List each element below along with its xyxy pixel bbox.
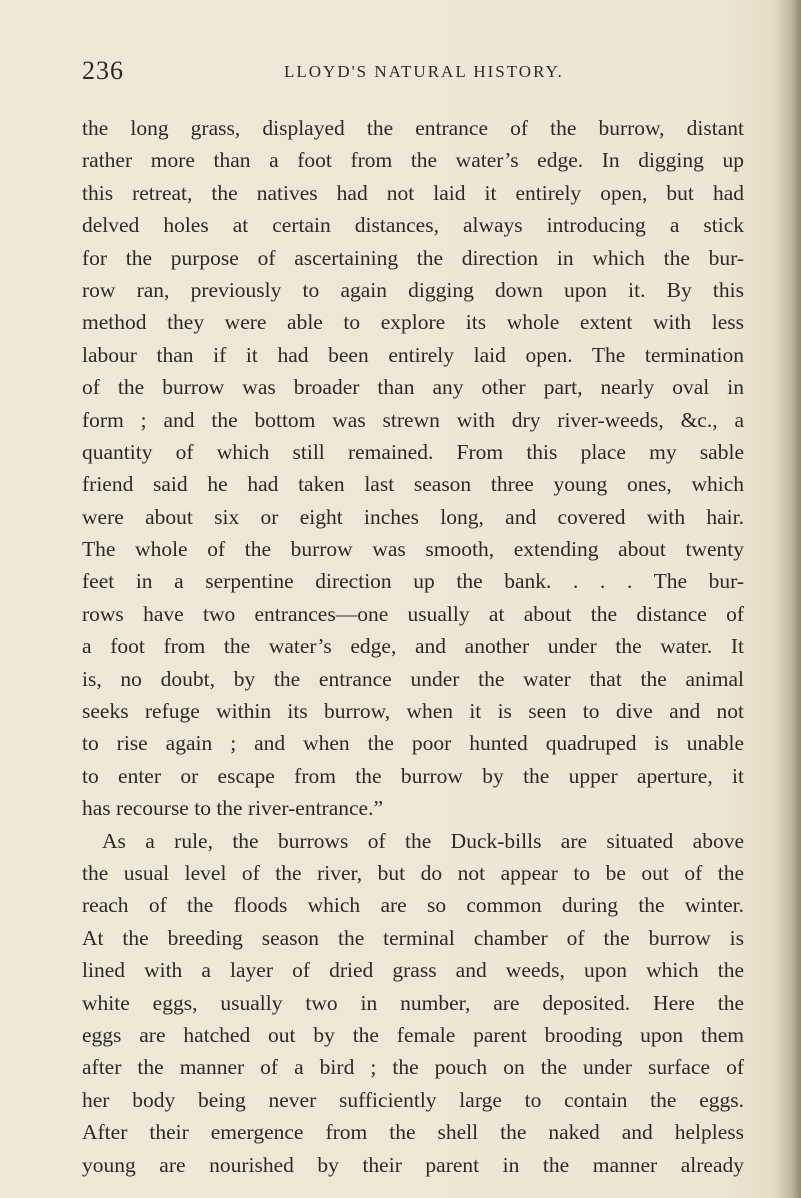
text-line: rather more than a foot from the water’s edge. In digging up — [82, 148, 744, 173]
text-line: for the purpose of ascertaining the direction in which the bur- — [82, 245, 744, 270]
text-line: As a rule, the burrows of the Duck-bills are situated above — [102, 828, 744, 853]
text-line: rows have two entrances—one usually at about the distance of — [82, 601, 744, 626]
text-line: to rise again ; and when the poor hunted quadruped is unable — [82, 731, 744, 756]
running-title: LLOYD'S NATURAL HISTORY. — [284, 62, 564, 81]
text-line: The whole of the burrow was smooth, extending about twenty — [82, 537, 744, 562]
text-line: is, no doubt, by the entrance under the water that the animal — [82, 666, 744, 691]
text-line: seeks refuge within its burrow, when it is seen to dive and not — [82, 699, 744, 724]
text-line: form ; and the bottom was strewn with dry river-weeds, &c., a — [82, 407, 744, 432]
text-line: method they were able to explore its whole extent with less — [82, 310, 744, 335]
text-line: of the burrow was broader than any other part, nearly oval in — [82, 375, 744, 400]
text-line: this retreat, the natives had not laid it entirely open, but had — [82, 180, 744, 205]
text-line: feet in a serpentine direction up the bank. . . . The bur- — [82, 569, 744, 594]
page-edge-shadow — [775, 0, 801, 1198]
page-header — [0, 56, 801, 86]
body-text — [82, 112, 744, 1181]
text-line: At the breeding season the terminal chamber of the burrow is — [82, 925, 744, 950]
text-line: eggs are hatched out by the female parent brooding upon them — [82, 1022, 744, 1047]
text-line: reach of the floods which are so common during the winter. — [82, 893, 744, 918]
text-line: to enter or escape from the burrow by the upper aperture, it — [82, 763, 744, 788]
text-line: has recourse to the river-entrance.” — [82, 796, 383, 821]
text-line: lined with a layer of dried grass and weeds, upon which the — [82, 958, 744, 983]
text-line: were about six or eight inches long, and covered with hair. — [82, 504, 744, 529]
text-line: a foot from the water’s edge, and another under the water. It — [82, 634, 744, 659]
text-line: After their emergence from the shell the naked and helpless — [82, 1120, 744, 1145]
text-line: quantity of which still remained. From this place my sable — [82, 439, 744, 464]
text-line: labour than if it had been entirely laid open. The termination — [82, 342, 744, 367]
text-line: friend said he had taken last season three young ones, which — [82, 472, 744, 497]
page-number: 236 — [82, 56, 124, 85]
text-line: delved holes at certain distances, always introducing a stick — [82, 213, 744, 238]
text-line: young are nourished by their parent in the manner already — [82, 1152, 744, 1177]
text-line: the usual level of the river, but do not appear to be out of the — [82, 860, 744, 885]
text-line: white eggs, usually two in number, are deposited. Here the — [82, 990, 744, 1015]
text-line: the long grass, displayed the entrance of the burrow, distant — [82, 116, 744, 140]
text-line: after the manner of a bird ; the pouch on the under surface of — [82, 1055, 744, 1080]
text-line: row ran, previously to again digging down upon it. By this — [82, 277, 744, 302]
text-line: her body being never sufficiently large to contain the eggs. — [82, 1087, 744, 1112]
